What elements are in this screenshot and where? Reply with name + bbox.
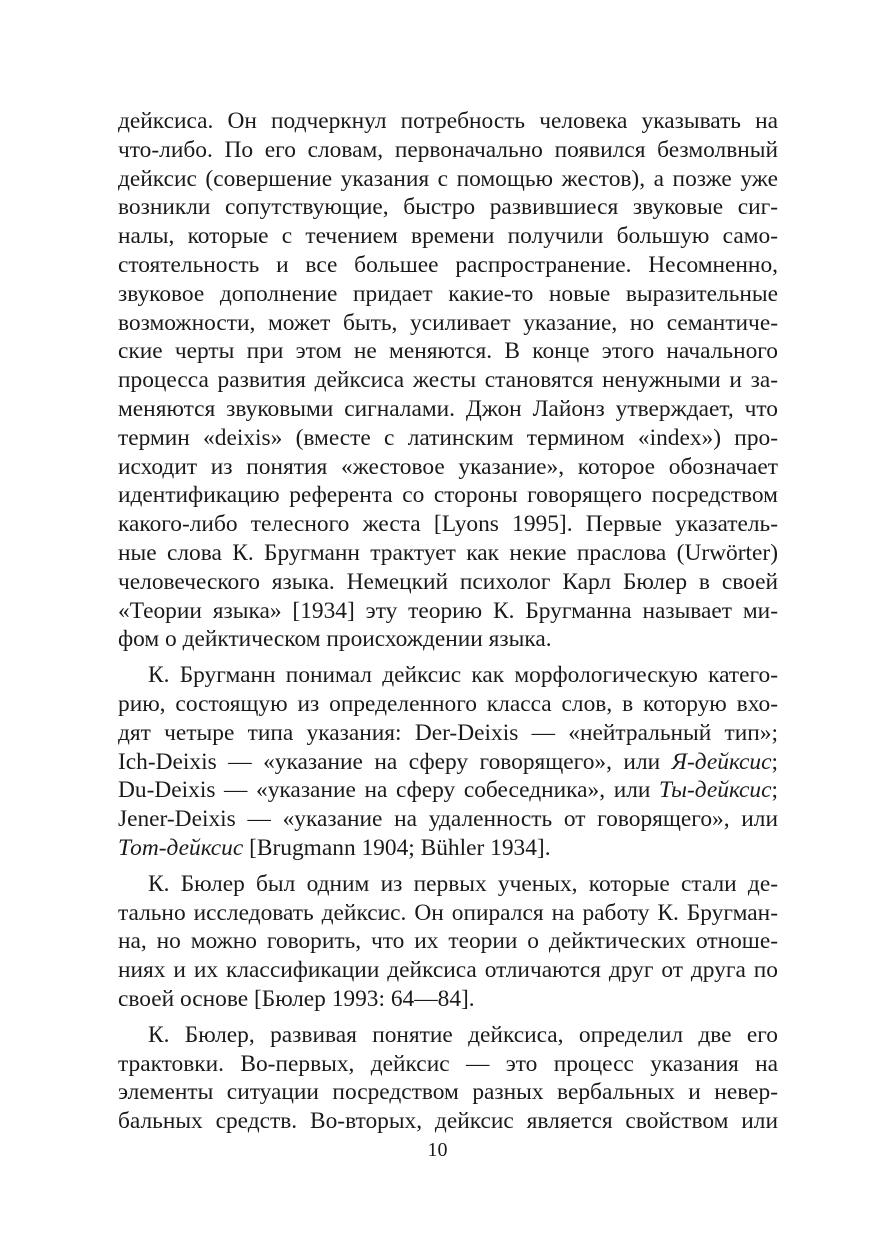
text-line: дят четыре типа указания: Der-Deixis — «нейтральный тип»; [118,719,778,746]
text-line: термин «deixis» (вместе с латинским термином «index») про- [118,424,778,451]
text-line: ниях и их классификации дейксиса отличаются друг от друга по [118,957,778,984]
text-line: процесса развития дейксиса жесты становятся ненужными и за- [118,367,778,394]
text-line: К. Бюлер, развивая понятие дейксиса, определил две его [148,1021,778,1048]
text-line [118,834,778,863]
text-line: звуковое дополнение придает какие-то новые выразительные [118,280,778,307]
text-line: бальных средств. Во-вторых, дейксис является свойством или [118,1108,778,1135]
text-line: трактовки. Во-первых, дейксис — это процесс указания на [118,1050,778,1077]
text-line: элементы ситуации посредством разных вербальных и невер- [118,1079,778,1106]
text-line: К. Бюлер был одним из первых ученых, которые стали де- [148,870,778,897]
text-line: дейксис (совершение указания с помощью жестов), а позже уже [118,165,778,192]
text-line: исходит из понятия «жестовое указание», которое обозначает [118,453,778,480]
page-body [118,107,778,1136]
text-line: стоятельность и все большее распространение. Несомненно, [118,251,778,278]
text-line: какого-либо телесного жеста [Lyons 1995]. Первые указатель- [118,511,778,538]
text-line: меняются звуковыми сигналами. Джон Лайонз утверждает, что [118,395,778,422]
punctuation: ; [771,748,778,775]
page-number: 10 [427,1139,448,1161]
paragraph-2 [118,661,778,863]
text-line: что-либо. По его словам, первоначально появился безмолвный [118,136,778,163]
text-line: ские черты при этом не меняются. В конце этого начального [118,338,778,365]
text-line: К. Бругманн понимал дейксис как морфологическую катего- [148,662,778,689]
paragraph-3 [118,870,778,1014]
text-line: Jener-Deixis — «указание на удаленность от говорящего», или [118,806,778,833]
text-line: возникли сопутствующие, быстро развившиеся звуковые сиг- [118,194,778,221]
punctuation: ; [771,777,778,804]
text-line: идентификацию референта со стороны говорящего посредством [118,482,778,509]
paragraph-1 [118,107,778,654]
italic-term-ya-deixis: Я-дейксис [671,748,772,775]
text-line: на, но можно говорить, что их теории о дейктических отноше- [118,928,778,955]
text-line: «Теории языка» [1934] эту теорию К. Бругманна называет ми- [118,597,778,624]
italic-term-tot-deixis: Тот-дейксис [118,834,244,861]
text-line [118,776,778,805]
paragraph-4 [118,1021,778,1136]
text-line: фом о дейктическом происхождении языка. [118,626,552,653]
text-line: тально исследовать дейксис. Он опирался на работу К. Бругман- [118,899,778,926]
text-line: налы, которые с течением времени получили большую само- [118,223,778,250]
text-line: возможности, может быть, усиливает указание, но семантиче- [118,309,778,336]
text-fragment: Ich-Deixis — «указание на сферу говорящего», или [118,748,672,775]
text-line: человеческого языка. Немецкий психолог Карл Бюлер в своей [118,568,778,595]
text-line: своей основе [Бюлер 1993: 64—84]. [118,985,475,1012]
italic-term-ty-deixis: Ты-дейксис [659,777,772,804]
text-line: рию, состоящую из определенного класса слов, в которую вхо- [118,690,778,717]
text-fragment: [Brugmann 1904; Bühler 1934]. [243,834,551,861]
text-line [118,748,778,777]
text-line: ные слова К. Бругманн трактует как некие праслова (Urwörter) [118,539,778,566]
text-line: дейксиса. Он подчеркнул потребность человека указывать на [118,108,778,134]
text-fragment: Du-Deixis — «указание на сферу собеседника», или [118,777,659,804]
